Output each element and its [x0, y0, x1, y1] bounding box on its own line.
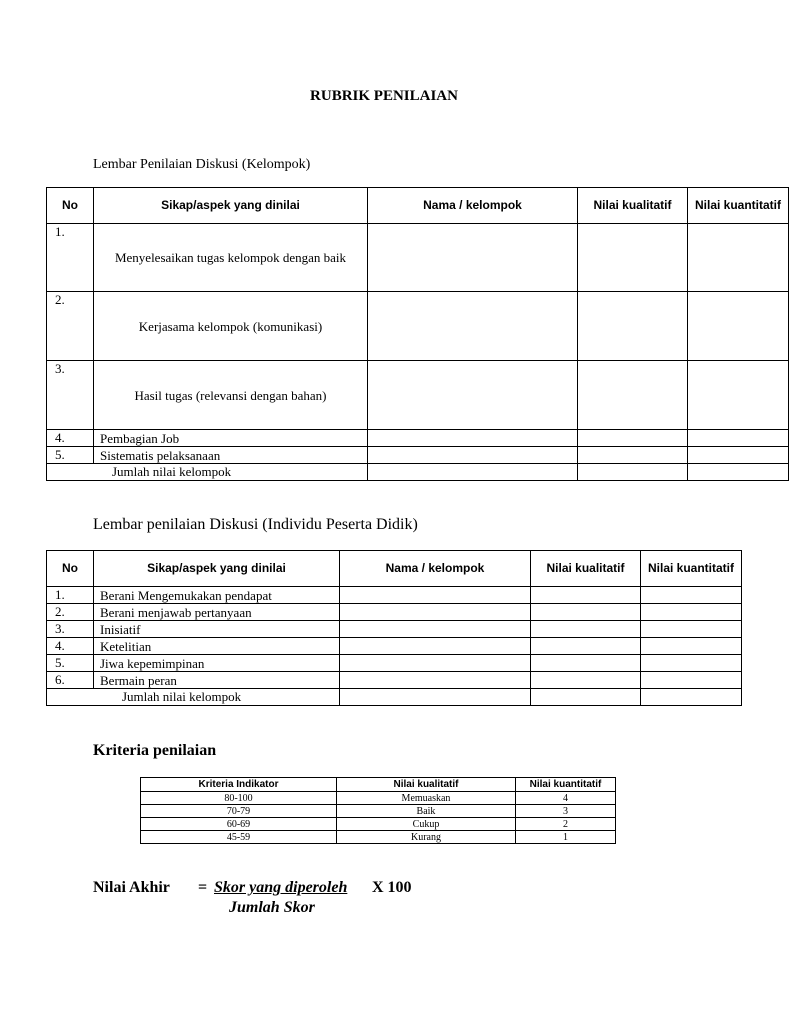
header-no: No	[47, 551, 94, 587]
qual-cell: Memuaskan	[337, 792, 516, 805]
table-row	[141, 792, 616, 805]
name-cell	[368, 430, 578, 447]
qual-cell	[531, 587, 641, 604]
page-title: RUBRIK PENILAIAN	[310, 88, 458, 104]
header-name: Nama / kelompok	[368, 188, 578, 224]
qual-cell	[531, 604, 641, 621]
row-aspect: Kerjasama kelompok (komunikasi)	[94, 292, 368, 361]
table-row	[141, 805, 616, 818]
row-no: 3.	[47, 621, 94, 638]
total-label: Jumlah nilai kelompok	[47, 689, 340, 706]
table-row	[47, 430, 789, 447]
name-cell	[340, 672, 531, 689]
qual-cell: Kurang	[337, 831, 516, 844]
formula-equals: =	[198, 879, 208, 896]
qual-cell	[578, 224, 688, 292]
row-no: 3.	[47, 361, 94, 430]
quant-cell	[641, 638, 742, 655]
range-cell: 45-59	[141, 831, 337, 844]
row-no: 2.	[47, 604, 94, 621]
quant-cell	[641, 672, 742, 689]
section2-heading: Lembar penilaian Diskusi (Individu Peserta Didik)	[93, 516, 418, 533]
table-row	[47, 587, 742, 604]
section3-heading: Kriteria penilaian	[93, 742, 217, 759]
table-header-row	[47, 551, 742, 587]
row-aspect: Pembagian Job	[94, 430, 368, 447]
individual-assessment-table	[46, 550, 742, 706]
table-row	[47, 224, 789, 292]
header-qual: Nilai kualitatif	[578, 188, 688, 224]
quant-cell	[688, 224, 789, 292]
row-aspect: Inisiatif	[94, 621, 340, 638]
name-cell	[340, 638, 531, 655]
qual-cell	[531, 672, 641, 689]
total-label: Jumlah nilai kelompok	[47, 464, 368, 481]
table-row	[47, 292, 789, 361]
row-aspect: Hasil tugas (relevansi dengan bahan)	[94, 361, 368, 430]
header-aspect: Sikap/aspek yang dinilai	[94, 551, 340, 587]
name-cell	[340, 655, 531, 672]
row-aspect: Bermain peran	[94, 672, 340, 689]
qual-cell	[578, 464, 688, 481]
row-no: 4.	[47, 638, 94, 655]
table-row	[141, 818, 616, 831]
formula-denominator: Jumlah Skor	[229, 899, 315, 916]
quant-cell	[688, 447, 789, 464]
quant-cell	[641, 587, 742, 604]
quant-cell	[688, 464, 789, 481]
name-cell	[368, 224, 578, 292]
qual-cell	[531, 621, 641, 638]
table-row	[47, 655, 742, 672]
quant-cell	[641, 604, 742, 621]
name-cell	[340, 621, 531, 638]
quant-cell	[641, 655, 742, 672]
row-no: 1.	[47, 587, 94, 604]
header-quant: Nilai kuantitatif	[641, 551, 742, 587]
formula-numerator: Skor yang diperoleh	[214, 879, 348, 896]
row-aspect: Ketelitian	[94, 638, 340, 655]
name-cell	[368, 464, 578, 481]
quant-cell: 2	[516, 818, 616, 831]
row-no: 4.	[47, 430, 94, 447]
table-header-row	[141, 778, 616, 792]
name-cell	[368, 292, 578, 361]
qual-cell	[531, 655, 641, 672]
header-indicator: Kriteria Indikator	[141, 778, 337, 792]
qual-cell	[578, 447, 688, 464]
qual-cell: Baik	[337, 805, 516, 818]
header-no: No	[47, 188, 94, 224]
quant-cell	[688, 430, 789, 447]
table-row	[47, 621, 742, 638]
quant-cell: 1	[516, 831, 616, 844]
row-no: 1.	[47, 224, 94, 292]
formula-times: X 100	[372, 879, 412, 896]
name-cell	[368, 447, 578, 464]
qual-cell	[531, 689, 641, 706]
table-row	[47, 638, 742, 655]
name-cell	[340, 689, 531, 706]
table-row	[141, 831, 616, 844]
qual-cell	[531, 638, 641, 655]
header-quant: Nilai kuantitatif	[688, 188, 789, 224]
quant-cell	[688, 292, 789, 361]
group-assessment-table	[46, 187, 789, 481]
row-aspect: Jiwa kepemimpinan	[94, 655, 340, 672]
header-qual: Nilai kualitatif	[531, 551, 641, 587]
table-row	[47, 447, 789, 464]
table-header-row	[47, 188, 789, 224]
quant-cell: 4	[516, 792, 616, 805]
section1-heading: Lembar Penilaian Diskusi (Kelompok)	[93, 157, 311, 172]
row-aspect: Menyelesaikan tugas kelompok dengan baik	[94, 224, 368, 292]
header-name: Nama / kelompok	[340, 551, 531, 587]
qual-cell	[578, 292, 688, 361]
row-aspect: Sistematis pelaksanaan	[94, 447, 368, 464]
header-aspect: Sikap/aspek yang dinilai	[94, 188, 368, 224]
formula-label: Nilai Akhir	[93, 879, 170, 896]
row-no: 2.	[47, 292, 94, 361]
table-row	[47, 604, 742, 621]
qual-cell	[578, 361, 688, 430]
quant-cell: 3	[516, 805, 616, 818]
name-cell	[368, 361, 578, 430]
criteria-table	[140, 777, 616, 844]
row-aspect: Berani menjawab pertanyaan	[94, 604, 340, 621]
range-cell: 70-79	[141, 805, 337, 818]
quant-cell	[641, 689, 742, 706]
qual-cell: Cukup	[337, 818, 516, 831]
row-no: 5.	[47, 655, 94, 672]
total-row	[47, 464, 789, 481]
row-no: 5.	[47, 447, 94, 464]
header-qual: Nilai kualitatif	[337, 778, 516, 792]
row-no: 6.	[47, 672, 94, 689]
table-row	[47, 361, 789, 430]
range-cell: 60-69	[141, 818, 337, 831]
name-cell	[340, 604, 531, 621]
quant-cell	[688, 361, 789, 430]
quant-cell	[641, 621, 742, 638]
range-cell: 80-100	[141, 792, 337, 805]
qual-cell	[578, 430, 688, 447]
table-row	[47, 672, 742, 689]
total-row	[47, 689, 742, 706]
name-cell	[340, 587, 531, 604]
row-aspect: Berani Mengemukakan pendapat	[94, 587, 340, 604]
header-quant: Nilai kuantitatif	[516, 778, 616, 792]
